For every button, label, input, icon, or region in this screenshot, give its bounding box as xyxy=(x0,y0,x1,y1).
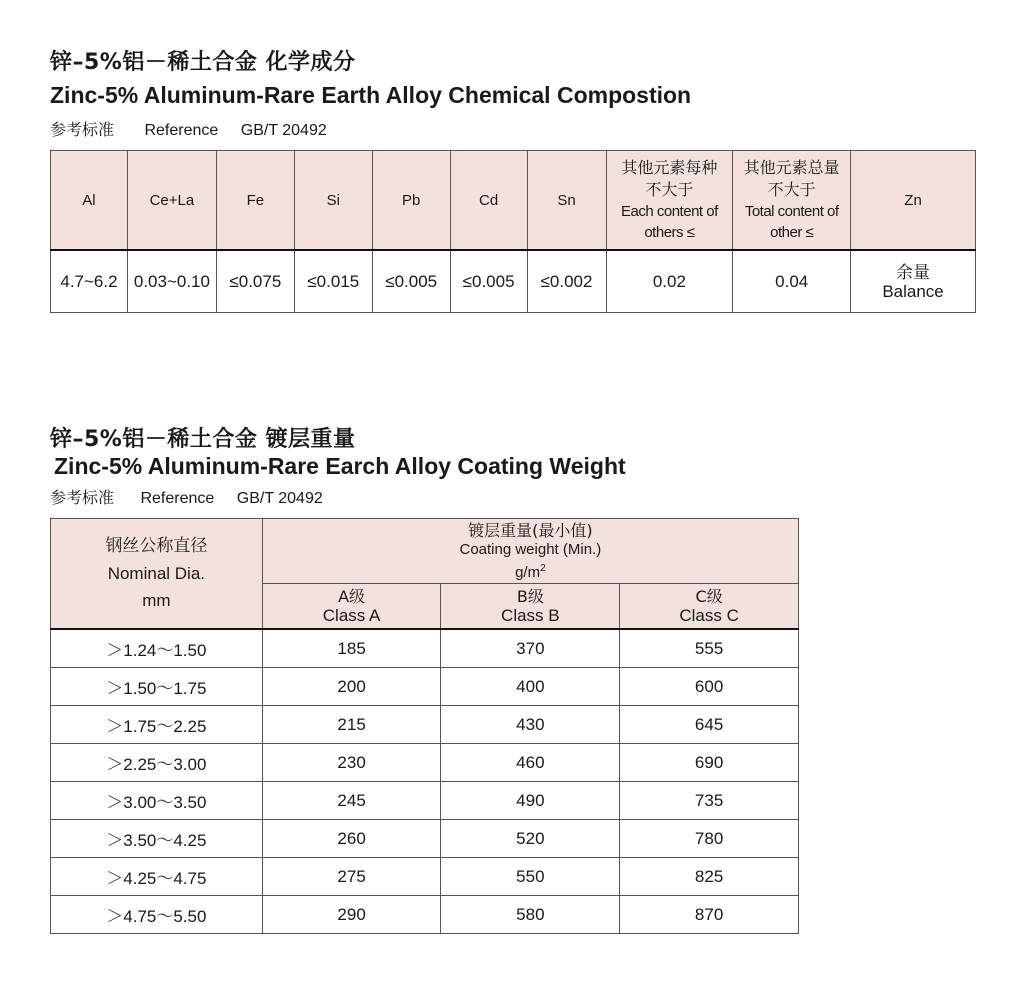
chemical-composition-table xyxy=(50,150,976,313)
each-cn: 其他元素每种不大于 xyxy=(621,158,718,199)
value-cell: ≤0.005 xyxy=(372,250,450,313)
class-b-cell: 550 xyxy=(441,858,620,896)
header-total-content xyxy=(733,151,851,251)
table-row xyxy=(51,668,799,706)
value-cell: ≤0.005 xyxy=(450,250,527,313)
table-row xyxy=(51,896,799,934)
dia-cell: ＞3.50～4.25 xyxy=(51,820,263,858)
header-cell: Fe xyxy=(216,151,294,251)
class-b-cell: 400 xyxy=(441,668,620,706)
class-b-cell: 370 xyxy=(441,629,620,668)
total-cn: 其他元素总量不大于 xyxy=(743,158,840,199)
header-class-b xyxy=(441,584,620,630)
class-a-cell: 245 xyxy=(262,782,441,820)
coating-weight-table xyxy=(50,518,799,934)
class-c-cn: C级 xyxy=(695,587,723,606)
dia-en: Nominal Dia. xyxy=(107,564,206,583)
coating-header-row-1 xyxy=(51,519,799,584)
value-cell: ≤0.002 xyxy=(527,250,606,313)
dia-cell: ＞3.00～3.50 xyxy=(51,782,263,820)
cw-cn: 镀层重量(最小值) xyxy=(468,520,593,540)
value-cell: 4.7~6.2 xyxy=(51,250,128,313)
class-a-cell: 215 xyxy=(262,706,441,744)
class-c-en: Class C xyxy=(679,606,739,625)
ref-code: GB/T 20492 xyxy=(240,122,327,139)
ref-label-en: Reference xyxy=(144,122,219,139)
class-b-cell: 430 xyxy=(441,706,620,744)
class-c-cell: 600 xyxy=(620,668,799,706)
class-b-en: Class B xyxy=(501,606,560,625)
cw-en: Coating weight (Min.) xyxy=(459,540,602,558)
cw-unit: $g/m^2$ xyxy=(515,562,546,581)
ref-label-cn: 参考标准 xyxy=(50,122,115,139)
class-b-cn: B级 xyxy=(516,587,544,606)
header-cell: Ce+La xyxy=(127,151,216,251)
table-row xyxy=(51,706,799,744)
coating-title-cn: 锌–5%铝－稀土合金 镀层重量 xyxy=(50,427,356,452)
class-b-cell: 520 xyxy=(441,820,620,858)
class-a-cell: 260 xyxy=(262,820,441,858)
header-cell-zn: Zn xyxy=(851,151,976,251)
table-row xyxy=(51,782,799,820)
header-class-a xyxy=(262,584,441,630)
chem-title-cn: 锌–5%铝－稀土合金 化学成分 xyxy=(50,50,356,75)
class-c-cell: 735 xyxy=(620,782,799,820)
balance-en: Balance xyxy=(882,281,944,301)
class-b-cell: 460 xyxy=(441,744,620,782)
header-cell: Pb xyxy=(372,151,450,251)
total-en: Total content of other ≤ xyxy=(744,203,839,241)
chem-header-row xyxy=(51,151,976,251)
table-row xyxy=(51,820,799,858)
chem-title-en: Zinc-5% Aluminum-Rare Earth Alloy Chemical Compostion xyxy=(50,82,692,108)
value-cell: 0.02 xyxy=(606,250,733,313)
value-cell: ≤0.075 xyxy=(216,250,294,313)
dia-unit: mm xyxy=(142,591,171,610)
class-a-cell: 185 xyxy=(262,629,441,668)
ref-label-cn: 参考标准 xyxy=(50,490,115,507)
balance-cn: 余量 xyxy=(896,262,931,282)
table-row xyxy=(51,858,799,896)
value-cell: ≤0.015 xyxy=(294,250,372,313)
ref-code: GB/T 20492 xyxy=(236,490,323,507)
class-a-cell: 200 xyxy=(262,668,441,706)
dia-cn: 钢丝公称直径 xyxy=(105,536,208,556)
class-a-en: Class A xyxy=(322,606,381,625)
header-cell: Sn xyxy=(527,151,606,251)
dia-cell: ＞1.24～1.50 xyxy=(51,629,263,668)
dia-cell: ＞4.75～5.50 xyxy=(51,896,263,934)
coating-title-en: Zinc-5% Aluminum-Rare Earch Alloy Coating Weight xyxy=(54,453,626,479)
header-class-c xyxy=(620,584,799,630)
class-a-cell: 230 xyxy=(262,744,441,782)
dia-cell: ＞1.75～2.25 xyxy=(51,706,263,744)
dia-cell: ＞1.50～1.75 xyxy=(51,668,263,706)
chem-reference xyxy=(50,117,345,140)
header-coating-weight xyxy=(262,519,798,584)
dia-cell: ＞4.25～4.75 xyxy=(51,858,263,896)
class-b-cell: 580 xyxy=(441,896,620,934)
ref-label-en: Reference xyxy=(140,490,215,507)
header-cell: Cd xyxy=(450,151,527,251)
class-c-cell: 555 xyxy=(620,629,799,668)
value-cell-balance xyxy=(851,250,976,313)
each-en: Each content of others ≤ xyxy=(621,203,718,241)
value-cell: 0.03~0.10 xyxy=(127,250,216,313)
table-row xyxy=(51,744,799,782)
header-nominal-dia xyxy=(51,519,263,630)
class-a-cell: 290 xyxy=(262,896,441,934)
class-a-cn: A级 xyxy=(338,587,366,606)
class-c-cell: 870 xyxy=(620,896,799,934)
coating-reference xyxy=(50,485,341,508)
class-b-cell: 490 xyxy=(441,782,620,820)
class-c-cell: 825 xyxy=(620,858,799,896)
header-cell: Si xyxy=(294,151,372,251)
table-row xyxy=(51,629,799,668)
dia-cell: ＞2.25～3.00 xyxy=(51,744,263,782)
class-c-cell: 690 xyxy=(620,744,799,782)
class-a-cell: 275 xyxy=(262,858,441,896)
class-c-cell: 780 xyxy=(620,820,799,858)
class-c-cell: 645 xyxy=(620,706,799,744)
value-cell: 0.04 xyxy=(733,250,851,313)
header-each-content xyxy=(606,151,733,251)
header-cell: Al xyxy=(51,151,128,251)
chem-value-row xyxy=(51,250,976,313)
